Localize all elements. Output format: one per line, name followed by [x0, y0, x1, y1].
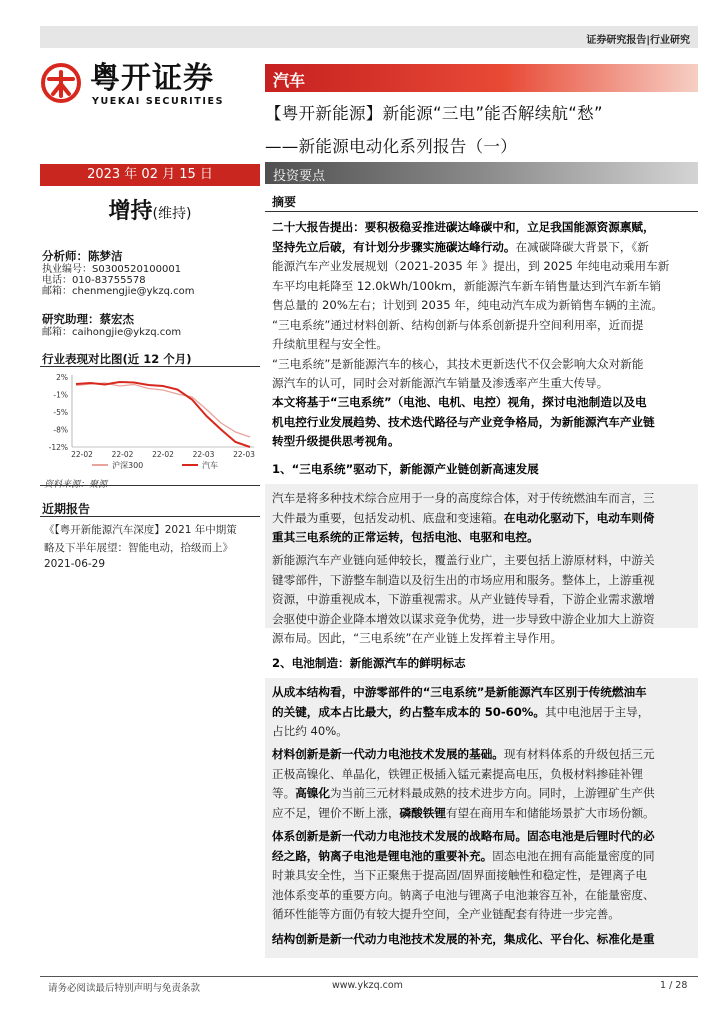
recent-divider — [40, 516, 260, 517]
section-2-para-cost: 从成本结构看，中游零部件的“三电系统”是新能源汽车区别于传统燃油车 的关键，成本占比最大，约占整车成本的 50-60%。其中电池居于主导， 占比约 40%。 — [272, 685, 650, 738]
analyst-heading: 分析师：陈梦洁 — [42, 249, 123, 263]
footer-divider — [40, 976, 698, 977]
paragraph-perspective: 本文将基于“三电系统”（电池、电机、电控）视角，探讨电池制造以及电 机电控行业发展趋势、技术迭代路径与产业竞争格局，为新能源汽车产业链 转型升级提供思考视角。 — [272, 395, 655, 448]
report-date: 2023 年 02 月 15 日 — [40, 164, 260, 186]
performance-chart-svg — [40, 367, 260, 479]
y-tick-label: -12% — [48, 443, 68, 452]
section-1-para-a: 汽车是将多种技术综合应用于一身的高度综合体，对于传统燃油车而言，三 大件最为重要，包括发动机、底盘和变速箱。在电动化驱动下，电动车则倚 重其三电系统的正常运转，包括电池、电驱和电控。 — [272, 491, 655, 544]
section-2-para-system: 体系创新是新一代动力电池技术发展的战略布局。固态电池是后锂时代的必 经之路，钠离子电池是锂电池的重要补充。固态电池在拥有高能量密度的同 时兼具安全性，当下正聚焦于提高固/固界面接触性和稳定性，是锂离子电 池体系变革的重要方向。钠离子电池与锂离子电池兼容互补，在能量密度、 循环性能等方面仍有较大提升空间，全产业链配套有待进一步完善。 — [272, 829, 655, 921]
assistant-email[interactable]: 邮箱：caihongjie@ykzq.com — [42, 327, 182, 338]
chart-title: 行业表现对比图(近 12 个月) — [42, 352, 192, 366]
sector-banner — [265, 64, 698, 92]
rating — [40, 194, 260, 225]
x-tick-label: 22-03 — [233, 450, 255, 459]
abstract-divider — [265, 211, 698, 212]
analyst-email[interactable]: 邮箱：chenmengjie@ykzq.com — [42, 286, 195, 297]
section-2-heading: 2、电池制造：新能源汽车的鲜明标志 — [272, 656, 466, 670]
recent-report-link-line2[interactable]: 略及下半年展望：智能电动，拾级而上》 — [44, 542, 233, 554]
section-2-para-structure: 结构创新是新一代动力电池技术发展的补充，集成化、平台化、标准化是重 — [272, 932, 655, 946]
header-bar — [40, 26, 698, 48]
footer-disclaimer[interactable]: 请务必阅读最后特别声明与免责条款 — [48, 983, 201, 994]
investment-highlights-label: 投资要点 — [273, 169, 326, 184]
x-tick-label: 22-03 — [192, 450, 215, 459]
logo-english-name: YUEKAI SECURITIES — [92, 96, 225, 107]
y-tick-label: -5% — [53, 408, 68, 417]
recent-report-date: 2021-06-29 — [44, 558, 106, 570]
analyst-license: 执业编号：S0300520100001 — [42, 264, 182, 275]
legend-label: 沪深300 — [112, 461, 144, 470]
abstract-title: 摘要 — [272, 195, 297, 209]
report-category: 证券研究报告|行业研究 — [586, 35, 690, 46]
footer-url[interactable]: www.ykzq.com — [332, 980, 403, 991]
paragraph-summary: 二十大报告提出：要积极稳妥推进碳达峰碳中和，立足我国能源资源禀赋， 坚持先立后破，有计划分步骤实施碳达峰行动。在减碳降碳大背景下，《新 能源汽车产业发展规划（2021-2035 年 》提出，到 2025 年纯电动乘用车新 车平均电耗降至 12.0kWh/100km，新能源汽车新车销售量达到汽车新车销 售总量的 20%左右；计划到 2035 年，纯电动汽车成为新销售车辆的主流。 “三电系统”通过材料创新、结构创新与体系创新提升空间利用率，近而提 升续航里程与安全性。 “三电系统”是新能源汽车的核心，其技术更新迭代不仅会影响大众对新能 源汽车的认可，同时会对新能源汽车销量及渗透率产生重大传导。 — [272, 220, 670, 390]
y-tick-label: 2% — [56, 373, 68, 382]
chart-source: 资料来源：聚源 — [44, 480, 108, 490]
x-tick-label: 22-02 — [152, 450, 174, 459]
recent-report-link-line1[interactable]: 《【粤开新能源汽车深度】2021 年中期策 — [44, 524, 237, 536]
performance-chart — [40, 366, 260, 486]
x-tick-label: 22-02 — [71, 450, 93, 459]
series-line-汽车 — [76, 382, 250, 447]
rating-main: 增持 — [108, 199, 153, 224]
investment-highlights-bar — [265, 162, 698, 184]
series-line-沪深300 — [76, 383, 250, 437]
company-logo — [40, 62, 250, 112]
analyst-phone: 电话：010-83755578 — [42, 275, 146, 286]
section-2-para-material: 材料创新是新一代动力电池技术发展的基础。现有材料体系的升级包括三元 正极高镍化、单晶化，铁锂正极插入锰元素提高电压，负极材料掺硅补锂 等。高镍化为当前三元材料最成熟的技术进步方向。同时，上游锂矿生产供 应不足，锂价不断上涨，磷酸铁锂有望在商用车和储能场景扩大市场份额。 — [272, 747, 655, 820]
legend-label: 汽车 — [202, 461, 218, 470]
report-title-line2: ——新能源电动化系列报告（一） — [265, 137, 517, 156]
sector-label: 汽车 — [273, 71, 306, 90]
footer-page-number: 1 / 28 — [660, 980, 688, 991]
x-tick-label: 22-02 — [111, 450, 134, 459]
report-title-line1: 【粤开新能源】新能源“三电”能否解续航“愁” — [265, 104, 603, 123]
y-tick-label: -1% — [53, 390, 68, 400]
section-1-para-b: 新能源汽车产业链向延伸较长，覆盖行业广，主要包括上游原材料，中游关 键零部件，下游整车制造以及衍生出的市场应用和服务。整体上，上游重视 资源，中游重视成本，下游重视需求。从产业链传导看，下游企业需求激增 会驱使中游企业降本增效以谋求竞争优势，进一步导致中游企业加大上游资 源布局。因此，“三电系统”在产业链上发挥着主导作用。 — [272, 553, 655, 645]
y-tick-label: -8% — [53, 425, 68, 435]
recent-reports-title: 近期报告 — [42, 502, 91, 516]
rating-sub: (维持) — [152, 206, 192, 222]
section-1-heading: 1、“三电系统”驱动下，新能源产业链创新高速发展 — [272, 462, 539, 476]
yuekai-logo-icon — [40, 62, 82, 104]
assistant-heading: 研究助理：蔡宏杰 — [42, 312, 134, 326]
logo-chinese-name: 粤开证券 — [90, 61, 214, 96]
